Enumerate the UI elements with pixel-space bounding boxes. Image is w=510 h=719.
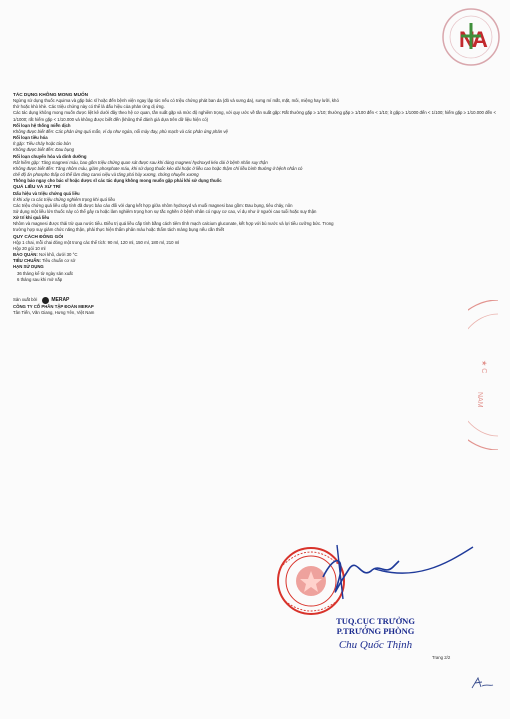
subheading: Dấu hiệu và triệu chứng quá liều <box>13 190 80 196</box>
signatory-title-2: P.TRƯỞNG PHÒNG <box>336 626 415 636</box>
manufacturer-label: Sản xuất bởi <box>13 297 38 303</box>
document-body <box>13 92 499 316</box>
signature-block <box>318 616 433 653</box>
paragraph: Không được biết đến: Các phản ứng quá mẫn, ví dụ như ngứa, nổi mày đay, phù mạch và các phản ứng phản vệ <box>13 128 228 134</box>
paragraph: thở hoặc khò khè. Các triệu chứng này có thể là dấu hiệu của phản ứng dị ứng. <box>13 104 165 110</box>
paragraph: Sử dụng một liều lớn thuốc này có thể gây ra hoặc làm nghiêm trọng hơn sự tắc nghẽn ở bệnh nhân có nguy cơ cao, ví dụ như ở người cao tuổi hoặc suy thận <box>13 208 317 214</box>
signatory-name: Chu Quốc Thịnh <box>338 639 413 651</box>
paragraph: Rất hiếm gặp: Tăng magnesi máu, bao gồm triệu chứng quan sát được sau khi dùng magnesi hydroxyd kéo dài ở bệnh nhân suy thận <box>13 159 268 165</box>
paragraph: Hộp 1 chai, mỗi chai đóng một trong các thể tích: 90 ml, 120 ml, 150 ml, 180 ml, 210 ml <box>13 239 180 245</box>
side-stamp <box>468 300 498 450</box>
paragraph: Nhôm và magnesi được thải trừ qua nước tiểu. Điều trị quá liều cấp tính bằng cách tiêm tĩnh mạch calcium gluconate, kết hợp với bù nước và lợi tiểu cưỡng bức. Trong <box>13 221 334 227</box>
paragraph: 6 tháng sau khi mở nắp <box>17 276 63 282</box>
subheading: Rối loạn chuyển hóa và dinh dưỡng <box>13 153 87 159</box>
subheading: Rối loạn tiêu hóa <box>13 135 48 141</box>
manufacturer-row <box>13 297 499 304</box>
paragraph: Ít khi xảy ra các triệu chứng nghiêm trọng khi quá liều <box>13 196 115 202</box>
paragraph: Hộp 20 gói 10 ml <box>13 245 46 251</box>
official-seal-and-signature <box>275 535 475 675</box>
merap-mark-icon <box>42 297 49 304</box>
paragraph: trường hợp suy giảm chức năng thận, phải thực hiện thẩm phân máu hoặc thẩm tách màng bụng nếu cần thiết <box>13 227 225 233</box>
label: TIÊU CHUẨN: <box>13 258 41 264</box>
signatory-title-1: TUQ.CỤC TRƯỞNG <box>336 616 415 626</box>
svg-text:A: A <box>472 27 488 52</box>
corner-initials <box>470 676 494 690</box>
svg-text:N: N <box>459 27 475 52</box>
paragraph: 36 tháng kể từ ngày sản xuất <box>17 270 73 276</box>
section-heading: QUÁ LIỀU VÀ XỬ TRÍ <box>13 184 61 190</box>
paragraph: chế độ ăn phospho thấp có thể làm tăng canxi niệu và tăng phá hủy xương, chứng nhuyễn xương <box>13 172 199 178</box>
paragraph: Ít gặp: Tiêu chảy hoặc táo bón <box>13 141 71 147</box>
paragraph: Ngừng sử dụng thuốc Aquima và gặp bác sĩ hoặc đến bệnh viện ngay lập tức nếu có triệu chứng phát ban da (đỏ và sưng da), sưng mí mắt, mặt, môi, miệng hay lưỡi, khó <box>13 98 339 104</box>
merap-logo: MERAP <box>42 297 69 304</box>
paragraph: Các tác dụng không mong muốn được liệt kê dưới đây theo hệ cơ quan, tần suất gặp và mức độ nghiêm trọng, với quy ước về tần suất gặp: Rất thường gặp ≥ 1/10; thường gặp ≥ 1/100 đến < 1/10; ít gặp ≥ 1/1000 đến < 1/100; hiếm gặp ≥ 1/10.000 đến < 1/1000; rất hiếm gặp < 1/10.000 và không được biết đến (không thể đánh giá dựa trên dữ liệu hiện có) <box>13 110 496 122</box>
paragraph: Không được biết đến: Đau bụng <box>13 147 74 153</box>
value: Tiêu chuẩn cơ sở <box>42 258 76 264</box>
subheading: Thông báo ngay cho bác sĩ hoặc dược sĩ các tác dụng không mong muốn gặp phải khi sử dụng thuốc <box>13 178 222 184</box>
page-number: Trang 2/2 <box>432 655 451 660</box>
subheading: HẠN SỬ DỤNG <box>13 264 44 270</box>
svg-text:★ C: ★ C <box>480 360 487 374</box>
subheading: Xử trí khi quá liều <box>13 215 50 221</box>
company-name: CÔNG TY CỔ PHẦN TẬP ĐOÀN MERAP <box>13 303 94 309</box>
section-heading: TÁC DỤNG KHÔNG MONG MUỐN <box>13 92 88 97</box>
subheading: Rối loạn hệ thống miễn dịch <box>13 122 71 128</box>
company-address: Tân Tiến, Văn Giang, Hưng Yên, Việt Nam <box>13 310 95 315</box>
value: Nơi khô, dưới 30 °C <box>39 252 78 258</box>
logo-stamp <box>440 6 502 68</box>
svg-text:NAM: NAM <box>476 392 483 408</box>
section-heading: QUY CÁCH ĐÓNG GÓI <box>13 233 64 239</box>
label: BẢO QUẢN: <box>13 252 38 258</box>
paragraph: Không được biết đến: Tăng nhôm máu, giảm phosphate máu, khi sử dụng thuốc kéo dài hoặc ở liều cao hoặc thậm chí liều bình thường ở bệnh nhân có <box>13 165 303 171</box>
paragraph: Các triệu chứng quá liều cấp tính đã được báo cáo đối với dạng kết hợp giữa nhôm hydroxyd và muối magnesi bao gồm: Đau bụng, tiêu chảy, nôn <box>13 202 293 208</box>
